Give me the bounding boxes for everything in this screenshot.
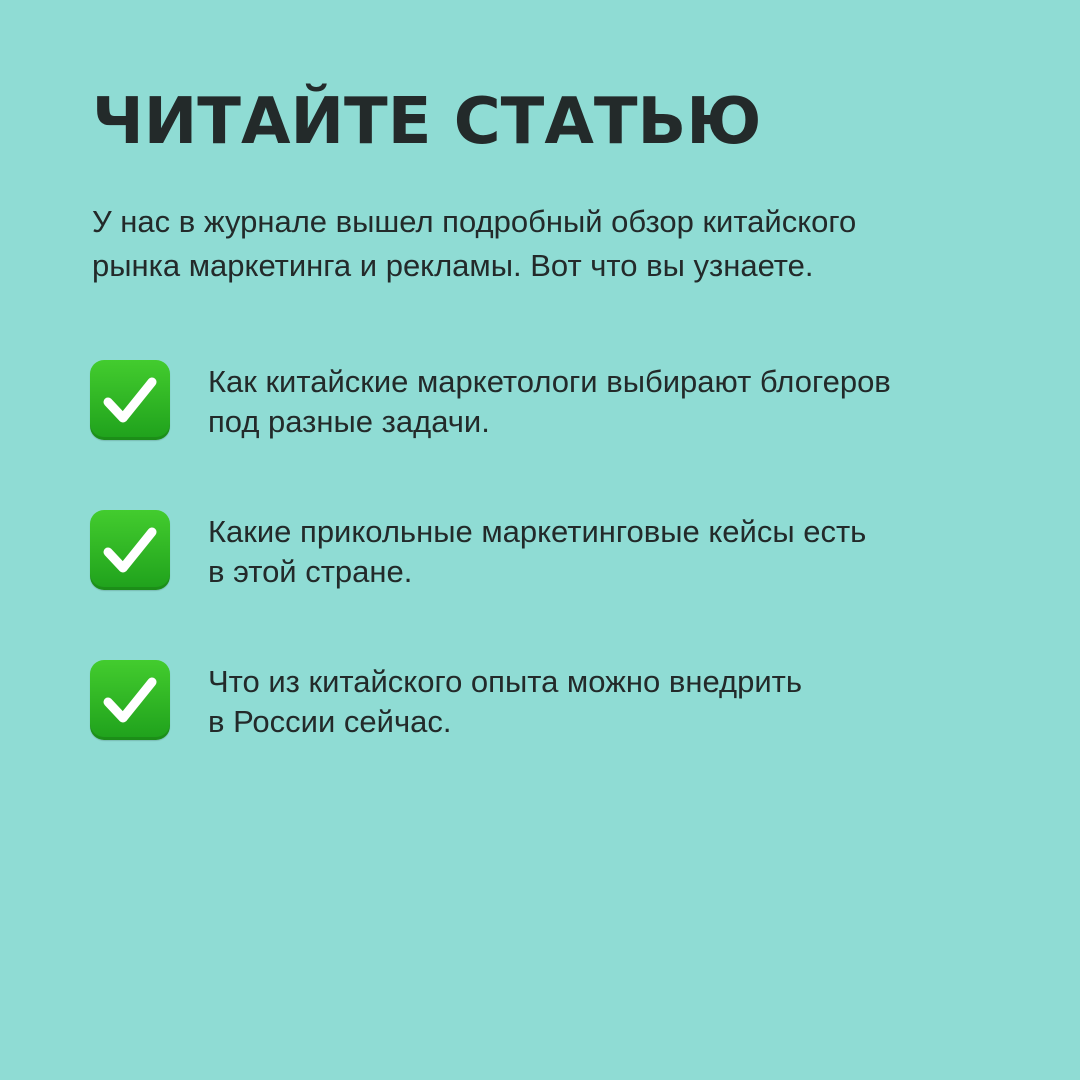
intro-line: У нас в журнале вышел подробный обзор китайского: [92, 204, 857, 239]
list-item: [90, 510, 1030, 660]
list-item-line: под разные задачи.: [208, 404, 490, 439]
slide-title: ЧИТАЙТЕ СТАТЬЮ: [92, 85, 762, 159]
check-mark-button-icon: [90, 360, 170, 440]
benefits-list: [90, 360, 1030, 810]
list-item-line: в этой стране.: [208, 554, 413, 589]
check-mark-button-icon: [90, 660, 170, 740]
list-item-text: [208, 662, 802, 742]
list-item-text: [208, 362, 891, 442]
list-item-line: Как китайские маркетологи выбирают блогеров: [208, 364, 891, 399]
check-mark-button-icon: [90, 510, 170, 590]
intro-text: [92, 200, 992, 288]
list-item-line: в России сейчас.: [208, 704, 452, 739]
list-item-line: Какие прикольные маркетинговые кейсы есть: [208, 514, 867, 549]
intro-line: рынка маркетинга и рекламы. Вот что вы узнаете.: [92, 248, 814, 283]
list-item: [90, 660, 1030, 810]
list-item-text: [208, 512, 866, 592]
list-item-line: Что из китайского опыта можно внедрить: [208, 664, 802, 699]
list-item: [90, 360, 1030, 510]
